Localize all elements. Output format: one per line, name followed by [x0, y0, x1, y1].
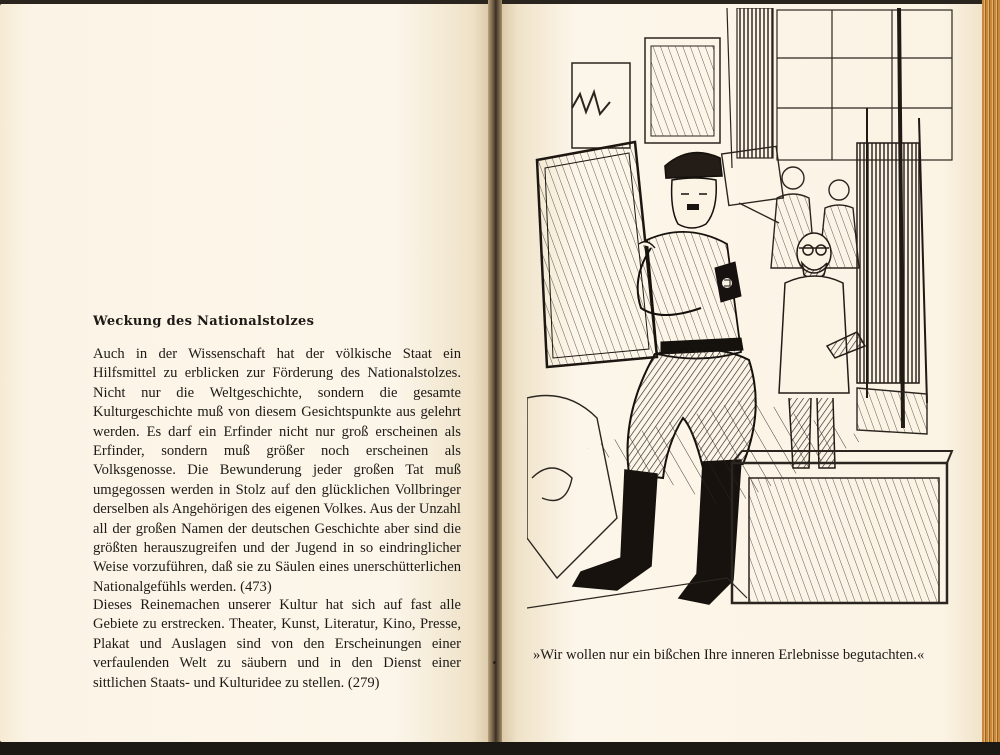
section-heading: Weckung des Nationalstolzes [93, 314, 315, 329]
page-edges [982, 0, 1000, 755]
table-surface [0, 742, 1000, 755]
book-gutter [488, 0, 502, 755]
body-paragraph-2: Dieses Reinemachen unserer Kultur hat sich auf fast alle Gebiete zu erstrecken. Theater, Kunst, Literatur, Kino, Presse, Plakat und Auslagen sind von den Erscheinungen einer verfaulenden Welt zu säubern und in den Dienst einer sittlichen Staats- und Kulturidee zu stellen. (279) [93, 597, 461, 691]
illustration-caption: »Wir wollen nur ein bißchen Ihre inneren Erlebnisse begutachten.« [533, 647, 925, 663]
gutter-mark [493, 661, 496, 664]
cartoon-illustration [527, 8, 955, 620]
body-paragraph-1: Auch in der Wissenschaft hat der völkische Staat ein Hilfsmittel zu erblicken zur Förderung des Nationalstolzes. Nicht nur die Weltgeschichte, sondern die gesamte Kulturgeschichte muß von diesem Gesichtspunkte aus gelehrt werden. Es darf ein Erfinder nicht nur groß erscheinen als Erfinder, sondern muß größer noch erscheinen als Volksgenosse. Die Bewunderung jeder großen Tat muß umgegossen werden in Stolz auf den glücklichen Vollbringer derselben als Angehörigen des eigenen Volkes. Aus der Unzahl all der großen Namen der deutschen Geschichte aber sind die größten herauszugreifen und der Jugend in so eindringlicher Weise vorzuführen, daß sie zu Säulen eines unerschütterlichen Nationalgefühls werden. (473) [93, 346, 461, 595]
background-figures [722, 146, 859, 268]
held-canvas [537, 142, 657, 367]
wall-pictures [572, 8, 773, 168]
studio-window [777, 10, 952, 160]
